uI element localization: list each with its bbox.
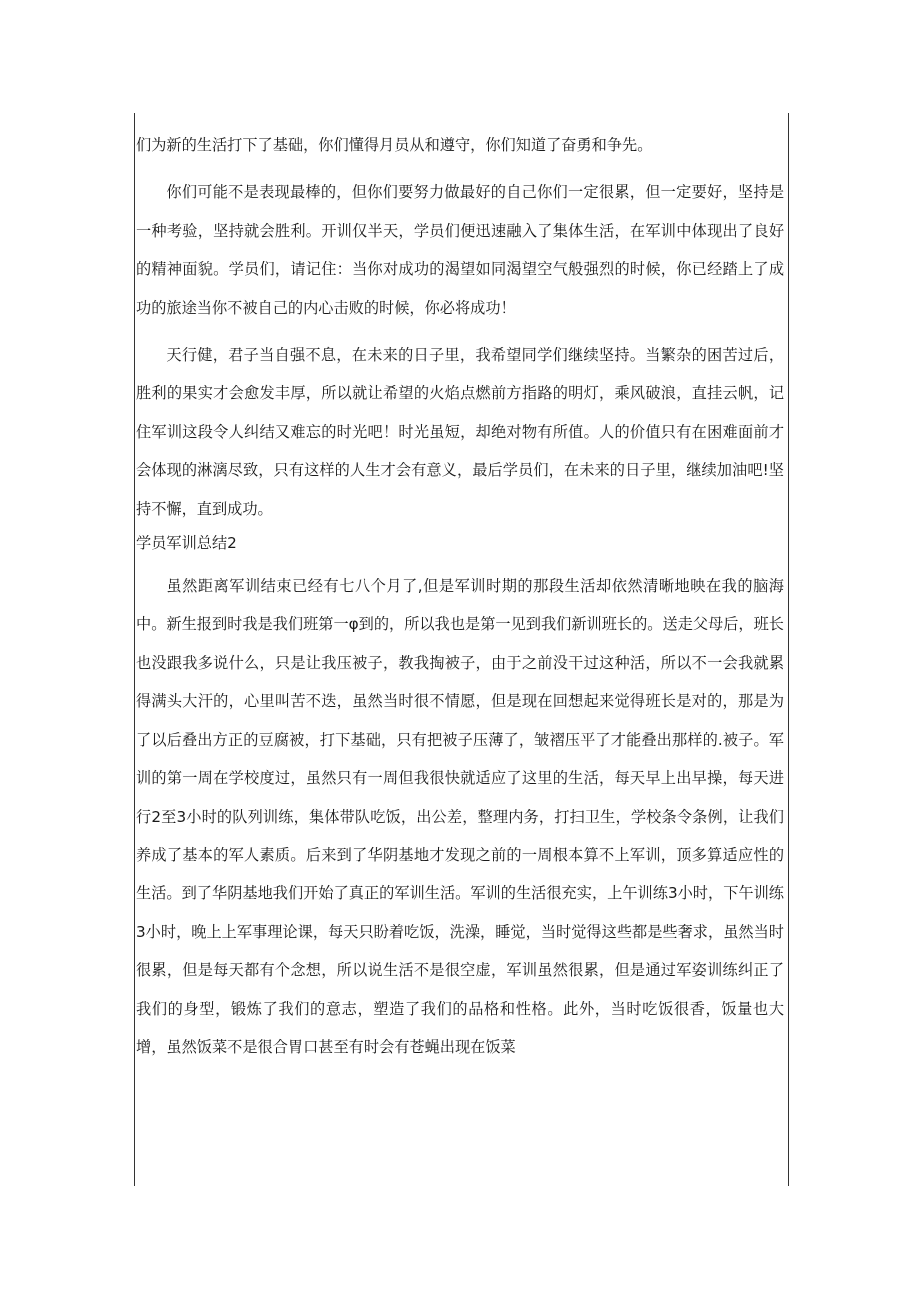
page-border-left: [134, 113, 135, 1186]
paragraph-training-memoir: 虽然距离军训结束已经有七八个月了,但是军训时期的那段生活却依然清晰地映在我的脑海中。新生报到时我是我们班第一φ到的，所以我也是第一见到我们新训班长的。送走父母后，班长也没跟我多说什么，只是让我压被子，教我掏被子，由于之前没干过这种活，所以不一会我就累得满头大汗的，心里叫苦不迭，虽然当时很不情愿，但是现在回想起来觉得班长是对的，那是为了以后叠出方正的豆腐被，打下基础，只有把被子压薄了，皱褶压平了才能叠出那样的.被子。军训的第一周在学校度过，虽然只有一周但我很快就适应了这里的生活，每天早上出早操，每天进行2至3小时的队列训练，集体带队吃饭，出公差，整理内务，打扫卫生，学校条令条例，让我们养成了基本的军人素质。后来到了华阴基地才发现之前的一周根本算不上军训，顶多算适应性的生活。到了华阴基地我们开始了真正的军训生活。军训的生活很充实，上午训练3小时，下午训练3小时，晚上上军事理论课，每天只盼着吃饭，洗澡，睡觉，当时觉得这些都是些奢求，虽然当时很累，但是每天都有个念想，所以说生活不是很空虚，军训虽然很累，但是通过军姿训练纠正了我们的身型，锻炼了我们的意志，塑造了我们的品格和性格。此外，当时吃饭很香，饭量也大增，虽然饭菜不是很合胃口甚至有时会有苍蝇出现在饭菜: [136, 577, 784, 1056]
document-body: [136, 126, 784, 1066]
section-heading: 学员军训总结2: [136, 534, 237, 553]
paragraph-continuation: 们为新的生活打下了基础，你们懂得月员从和遵守，你们知道了奋勇和争先。: [136, 136, 653, 154]
paragraph-encouragement: 你们可能不是表现最棒的，但你们要努力做最好的自己你们一定很累，但一定要好，坚持是一种考验，坚持就会胜利。开训仅半天，学员们便迅速融入了集体生活，在军训中体现出了良好的精神面貌。学员们，请记住：当你对成功的渴望如同渴望空气般强烈的时候，你已经踏上了成功的旅途当你不被自己的内心击败的时候，你必将成功！: [136, 183, 784, 317]
paragraph-persistence: 天行健，君子当自强不息，在未来的日子里，我希望同学们继续坚持。当繁杂的困苦过后，胜利的果实才会愈发丰厚，所以就让希望的火焰点燃前方指路的明灯，乘风破浪，直挂云帆，记住军训这段令人纠结又难忘的时光吧！时光虽短，却绝对物有所值。人的价值只有在困难面前才会体现的淋漓尽致，只有这样的人生才会有意义，最后学员们，在未来的日子里，继续加油吧!坚持不懈，直到成功。: [136, 346, 784, 518]
page-border-right: [788, 113, 789, 1186]
